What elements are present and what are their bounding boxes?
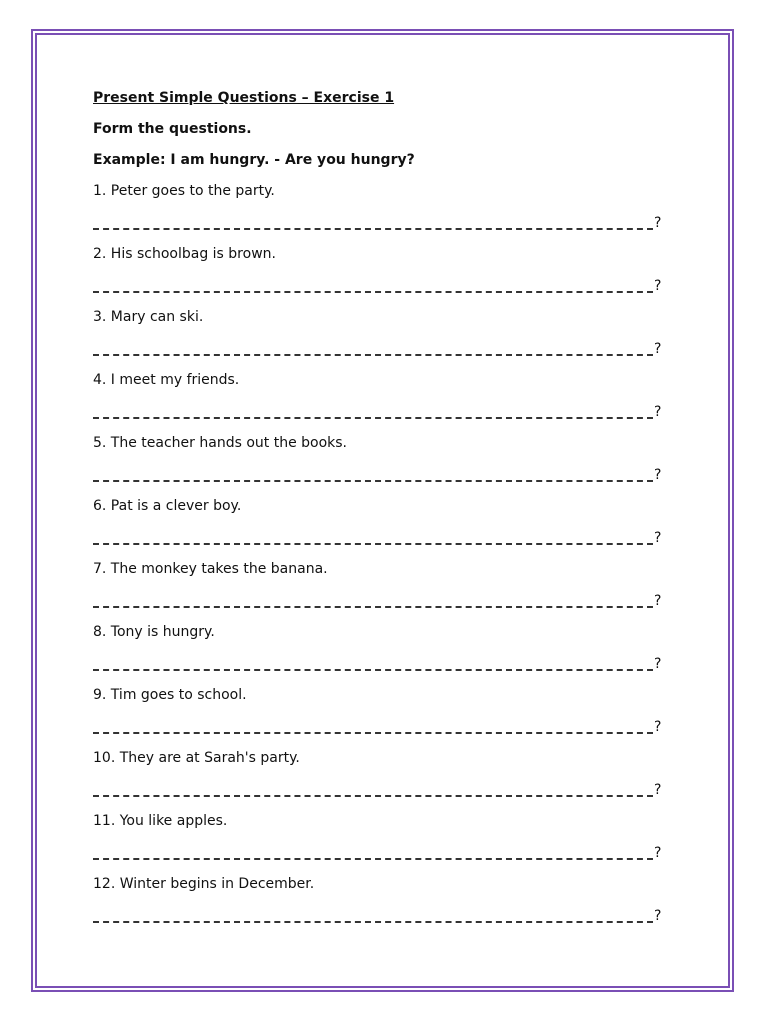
question-mark: ? — [654, 404, 662, 420]
question-sentence: 8. Tony is hungry. — [93, 624, 215, 640]
answer-blank[interactable] — [93, 402, 663, 424]
question-mark: ? — [654, 908, 662, 924]
worksheet-instruction: Form the questions. — [93, 121, 252, 137]
question-mark: ? — [654, 719, 662, 735]
question-list — [93, 181, 673, 937]
answer-blank[interactable] — [93, 465, 663, 487]
answer-blank[interactable] — [93, 654, 663, 676]
question-item — [93, 685, 673, 748]
question-sentence: 10. They are at Sarah's party. — [93, 750, 300, 766]
answer-line — [93, 417, 653, 419]
question-item — [93, 181, 673, 244]
worksheet-title: Present Simple Questions – Exercise 1 — [93, 90, 395, 106]
answer-line — [93, 669, 653, 671]
question-mark: ? — [654, 656, 662, 672]
question-sentence: 1. Peter goes to the party. — [93, 183, 275, 199]
question-item — [93, 559, 673, 622]
answer-line — [93, 354, 653, 356]
question-sentence: 4. I meet my friends. — [93, 372, 240, 388]
answer-line — [93, 921, 653, 923]
answer-blank[interactable] — [93, 843, 663, 865]
question-item — [93, 748, 673, 811]
answer-blank[interactable] — [93, 528, 663, 550]
answer-blank[interactable] — [93, 339, 663, 361]
answer-blank[interactable] — [93, 276, 663, 298]
question-mark: ? — [654, 530, 662, 546]
answer-line — [93, 228, 653, 230]
question-sentence: 7. The monkey takes the banana. — [93, 561, 328, 577]
question-sentence: 2. His schoolbag is brown. — [93, 246, 276, 262]
question-item — [93, 307, 673, 370]
question-mark: ? — [654, 215, 662, 231]
answer-line — [93, 795, 653, 797]
question-item — [93, 496, 673, 559]
answer-blank[interactable] — [93, 591, 663, 613]
question-item — [93, 370, 673, 433]
question-sentence: 3. Mary can ski. — [93, 309, 204, 325]
question-sentence: 12. Winter begins in December. — [93, 876, 315, 892]
question-sentence: 5. The teacher hands out the books. — [93, 435, 347, 451]
question-mark: ? — [654, 593, 662, 609]
question-mark: ? — [654, 845, 662, 861]
answer-blank[interactable] — [93, 780, 663, 802]
question-mark: ? — [654, 467, 662, 483]
question-item — [93, 874, 673, 937]
worksheet-content — [93, 88, 673, 937]
question-item — [93, 433, 673, 496]
answer-blank[interactable] — [93, 906, 663, 928]
answer-line — [93, 606, 653, 608]
worksheet-example: Example: I am hungry. - Are you hungry? — [93, 152, 415, 168]
question-item — [93, 811, 673, 874]
question-sentence: 6. Pat is a clever boy. — [93, 498, 242, 514]
answer-line — [93, 480, 653, 482]
question-mark: ? — [654, 782, 662, 798]
question-mark: ? — [654, 341, 662, 357]
question-item — [93, 622, 673, 685]
answer-line — [93, 543, 653, 545]
question-sentence: 11. You like apples. — [93, 813, 228, 829]
answer-line — [93, 858, 653, 860]
question-sentence: 9. Tim goes to school. — [93, 687, 247, 703]
question-mark: ? — [654, 278, 662, 294]
question-item — [93, 244, 673, 307]
answer-blank[interactable] — [93, 717, 663, 739]
answer-line — [93, 291, 653, 293]
answer-blank[interactable] — [93, 213, 663, 235]
answer-line — [93, 732, 653, 734]
